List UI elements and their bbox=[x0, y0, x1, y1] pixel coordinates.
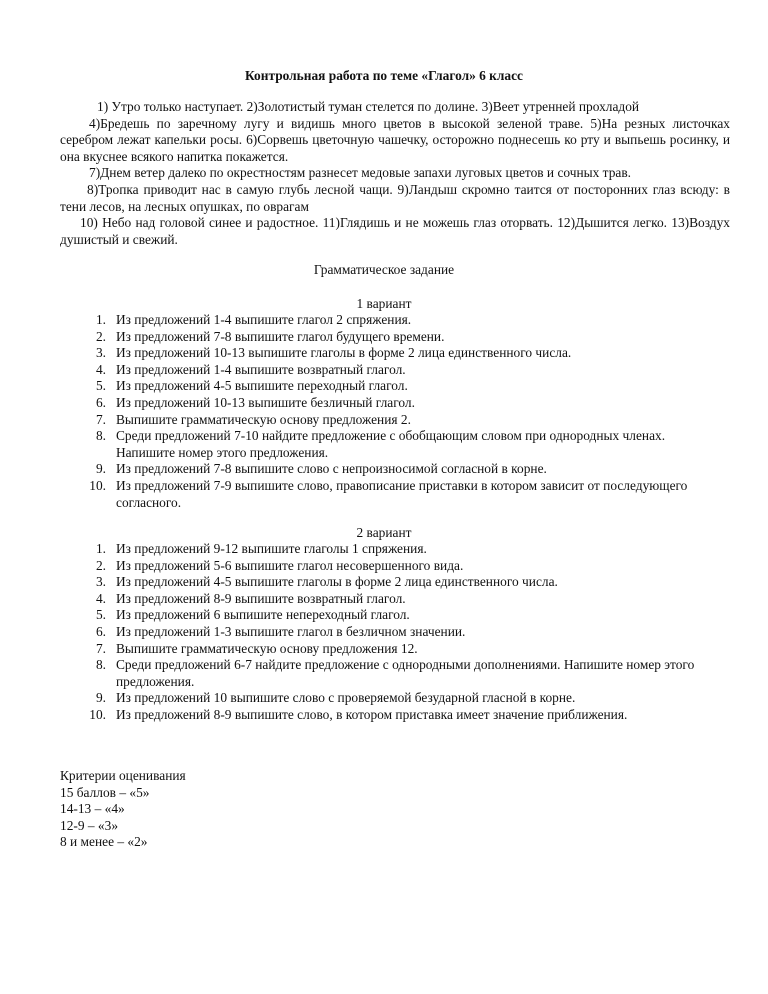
task-text: Из предложений 10-13 выпишите глаголы в форме 2 лица единственного числа. bbox=[116, 345, 572, 361]
task-item bbox=[60, 312, 710, 329]
task-number: 5. bbox=[95, 607, 106, 623]
task-number: 8. bbox=[95, 428, 106, 444]
criteria-line: 15 баллов – «5» bbox=[60, 784, 150, 800]
task-item bbox=[60, 690, 710, 707]
task-item bbox=[60, 412, 710, 429]
task-text: Из предложений 9-12 выпишите глаголы 1 спряжения. bbox=[116, 541, 427, 556]
task-item bbox=[60, 461, 710, 478]
task-number: 1. bbox=[95, 312, 106, 327]
task-number: 4. bbox=[95, 361, 106, 377]
task-number: 7. bbox=[95, 411, 106, 427]
task-item bbox=[60, 541, 710, 558]
task-number: 2. bbox=[95, 328, 106, 344]
task-number: 9. bbox=[95, 690, 106, 706]
text-paragraph: 1) Утро только наступает. 2)Золотистый туман стелется по долине. 3)Веет утренней прохладой bbox=[97, 99, 640, 114]
task-text: Из предложений 8-9 выпишите слово, в котором приставка имеет значение приближения. bbox=[116, 706, 628, 722]
criteria-line: 8 и менее – «2» bbox=[60, 834, 148, 850]
task-item bbox=[60, 591, 710, 608]
task-text: Из предложений 4-5 выпишите переходный глагол. bbox=[116, 378, 408, 394]
task-number: 6. bbox=[95, 623, 106, 639]
task-text: Из предложений 10 выпишите слово с проверяемой безударной гласной в корне. bbox=[116, 690, 576, 706]
task-text: Выпишите грамматическую основу предложения 2. bbox=[116, 411, 411, 427]
task-item bbox=[60, 641, 710, 658]
task-number: 8. bbox=[95, 657, 106, 673]
task-text: Из предложений 6 выпишите непереходный глагол. bbox=[116, 607, 410, 623]
task-item bbox=[60, 574, 710, 591]
text-paragraph: 10) Небо над головой синее и радостное. 11)Глядишь и не можешь глаз оторвать. 12)Дышится легко. 13)Воздух душистый и свежий. bbox=[60, 215, 730, 247]
variant-2-heading: 2 вариант bbox=[356, 525, 412, 540]
task-item bbox=[60, 345, 710, 362]
task-text: Из предложений 1-4 выпишите возвратный глагол. bbox=[116, 361, 406, 377]
task-item bbox=[60, 478, 710, 511]
task-text: Среди предложений 6-7 найдите предложение с однородными дополнениями. Напишите номер этого предложения. bbox=[116, 657, 695, 689]
task-item bbox=[60, 624, 710, 641]
variant-2-task-list bbox=[60, 541, 710, 724]
source-text bbox=[60, 99, 730, 248]
task-number: 5. bbox=[95, 378, 106, 394]
task-item bbox=[60, 329, 710, 346]
task-number: 7. bbox=[95, 640, 106, 656]
task-item bbox=[60, 657, 710, 690]
task-item bbox=[60, 362, 710, 379]
task-text: Среди предложений 7-10 найдите предложение с обобщающим словом при однородных членах. Напишите номер этого предложения. bbox=[116, 428, 666, 460]
criteria-line: 14-13 – «4» bbox=[60, 801, 125, 817]
task-item bbox=[60, 378, 710, 395]
task-number: 10. bbox=[89, 706, 106, 722]
criteria-heading: Критерии оценивания bbox=[60, 768, 186, 783]
task-item bbox=[60, 395, 710, 412]
task-item bbox=[60, 607, 710, 624]
variant-1-heading: 1 вариант bbox=[356, 296, 412, 311]
task-number: 4. bbox=[95, 590, 106, 606]
task-text: Выпишите грамматическую основу предложения 12. bbox=[116, 640, 418, 656]
task-text: Из предложений 7-8 выпишите слово с непроизносимой согласной в корне. bbox=[116, 461, 547, 477]
task-number: 3. bbox=[95, 345, 106, 361]
task-text: Из предложений 5-6 выпишите глагол несовершенного вида. bbox=[116, 557, 464, 573]
task-number: 1. bbox=[95, 541, 106, 556]
grammar-heading: Грамматическое задание bbox=[313, 262, 455, 277]
text-paragraph: 8)Тропка приводит нас в самую глубь лесной чащи. 9)Ландыш скромно таится от посторонних глаз всюду: в тени лесов, на лесных опушках, по оврагам bbox=[60, 181, 730, 214]
task-number: 9. bbox=[95, 461, 106, 477]
page-title: Контрольная работа по теме «Глагол» 6 класс bbox=[245, 68, 523, 83]
task-text: Из предложений 7-9 выпишите слово, правописание приставки в котором зависит от последующего согласного. bbox=[116, 477, 688, 510]
text-paragraph: 7)Днем ветер далеко по окрестностям разнесет медовые запахи луговых цветов и сочных трав. bbox=[89, 165, 631, 181]
task-text: Из предложений 1-4 выпишите глагол 2 спряжения. bbox=[116, 312, 412, 327]
task-text: Из предложений 4-5 выпишите глаголы в форме 2 лица единственного числа. bbox=[116, 574, 558, 590]
task-item bbox=[60, 707, 710, 724]
task-number: 10. bbox=[89, 477, 106, 493]
task-text: Из предложений 8-9 выпишите возвратный глагол. bbox=[116, 590, 406, 606]
task-text: Из предложений 1-3 выпишите глагол в безличном значении. bbox=[116, 623, 466, 639]
grading-criteria bbox=[60, 768, 186, 851]
task-number: 2. bbox=[95, 557, 106, 573]
criteria-line: 12-9 – «3» bbox=[60, 817, 119, 833]
task-text: Из предложений 10-13 выпишите безличный глагол. bbox=[116, 394, 415, 410]
task-number: 6. bbox=[95, 394, 106, 410]
task-text: Из предложений 7-8 выпишите глагол будущего времени. bbox=[116, 328, 445, 344]
variant-1-task-list bbox=[60, 312, 710, 511]
text-paragraph: 4)Бредешь по заречному лугу и видишь много цветов в высокой зеленой траве. 5)На резных листочках серебром лежат капельки росы. 6)Сорвешь цветочную чашечку, осторожно поднесешь ко рту и выпьешь росинку, и она вкуснее всякого напитка покажется. bbox=[60, 115, 730, 164]
task-item bbox=[60, 558, 710, 575]
task-number: 3. bbox=[95, 574, 106, 590]
task-item bbox=[60, 428, 710, 461]
